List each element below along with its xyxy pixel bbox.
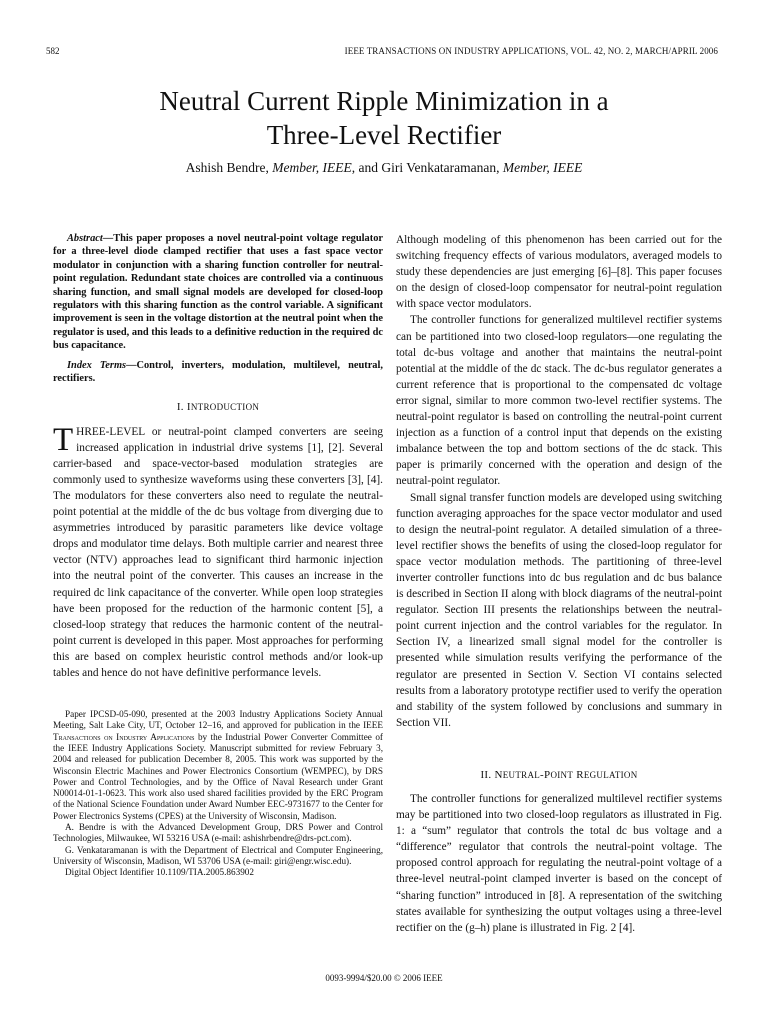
title-line-1: Neutral Current Ripple Minimization in a [159,86,609,116]
right-paragraph-3: Small signal transfer function models are developed using switching function averaging approaches for the space vector modulator and used to design the neutral-point regulator. A detailed simulation of a three-level rectifier shows the benefits of using the closed-loop regulator for space vector modulation methods. The partitioning of three-level inverter controller functions into dc bus regulation and dc bus balance is described in Section II along with block diagrams of the neutral-point regulator. Section III presents the relationships between the neutral-point current injection and the control variables for the regulator. In Section IV, a linearized small signal model for the controller is presented while simulation results verifying the performance of the regulator are presented in Section V. Section VI contains selected results from a laboratory prototype rectifier used to verify the operation and stability of the system followed by conclusions and summary in Section VII. [396,491,722,729]
intro-paragraph [53,421,383,682]
page-number: 582 [46,46,60,56]
journal-header: IEEE TRANSACTIONS ON INDUSTRY APPLICATIONS, VOL. 42, NO. 2, MARCH/APRIL 2006 [344,46,718,56]
section-1-number: I. [176,401,187,414]
paper-title [0,84,768,152]
section-2-heading [396,767,722,783]
author-2-role: Member, IEEE [502,160,583,175]
section-2-number: II. [480,768,495,781]
abstract [53,232,383,353]
index-terms-label: Index Terms [67,359,127,371]
abstract-label: Abstract [67,233,103,244]
section-2-dash: - [540,768,545,781]
footnote-2: A. Bendre is with the Advanced Development Group, DRS Power and Control Technologies, Milwaukee, WI 53216 USA (e-mail: ashishrbendre@drs-pct.com). [53,822,383,844]
author-line [0,160,768,176]
section-2-eutral: EUTRAL [502,769,541,780]
section-1-heading [53,399,383,415]
section-2-r: R [573,768,584,781]
section-2-oint: OINT [550,769,574,780]
footnote-1 [53,709,383,822]
footnote-doi: Digital Object Identifier 10.1109/TIA.2005.863902 [65,867,254,878]
abstract-text: —This paper proposes a novel neutral-point voltage regulator for a three-level diode clamped rectifier that uses a fast space vector modulator in conjunction with a sharing function controller for neutral-point regulation. Redundant state choices are controlled via a continuous sharing function, and small signal models are developed for closed-loop regulators with this sharing function as the control variable. A significant improvement is seen in the voltage distortion at the neutral point when the regulator is used, and this leads to a definitive reduction in the required dc bus capacitance. [53,233,383,352]
title-line-2: Three-Level Rectifier [266,120,502,150]
index-terms-text: —Control, inverters, modulation, multilevel, neutral, rectifiers. [53,359,383,385]
footnote-1-pre: Paper IPCSD-05-090, presented at the 2003 Industry Applications Society Annual Meeting, Salt Lake City, UT, October 12–16, and approved for publication in the IEEE [53,709,383,731]
left-column [53,232,383,879]
footnote-block [53,709,383,878]
drop-cap: T [53,421,74,458]
copyright-footer: 0093-9994/$20.00 © 2006 IEEE [325,973,443,983]
section-2-n: N [494,768,503,781]
intro-text: HREE-LEVEL or neutral-point clamped converters are seeing increased application in industrial drive systems [1], [2]. Several carrier-based and space-vector-based modulation strategies are commonly used to synthesize waveforms using these converters [3], [4]. The modulators for these converters also need to regulate the neutral-point potential at the middle of the dc bus voltage from diverging due to asymmetries introduced by parasitic parameters like device voltage drops and modulator time delays. Both multiple carrier and nearest three vector (NTV) approaches lead to significant third harmonic injection into the neutral point of the converter. This causes an increase in the required dc link capacitance of the converter. While open loop strategies have been proposed for the reduction of the harmonic content [5], a closed-loop strategy that reduces the harmonic content of the neutral-point current is developed in this paper. Most approaches for performing this are based on complex heuristic control methods and/or look-up tables and hence do not have definitive performance levels. [53,425,383,679]
footnote-1-journal: Transactions on Industry Applications [53,731,195,742]
footnote-3: G. Venkataramanan is with the Department of Electrical and Computer Engineering, University of Wisconsin, Madison, WI 53706 USA (e-mail: giri@engr.wisc.edu). [53,844,383,866]
right-paragraph-4: The controller functions for generalized multilevel rectifier systems may be partitioned into two closed-loop regulators as illustrated in Fig. 1: a “sum” regulator that controls the total dc bus voltage and a “difference” regulator that controls the neutral-point voltage. The proposed control approach for regulating the neutral-point voltage of a three-level neutral-point clamped inverter is based on the concept of “sharing function” introduced in [8]. A representation of the switching states available for synthesizing the output voltages using a three-level rectifier on the (g–h) plane is illustrated in Fig. 2 [4]. [396,793,722,934]
right-paragraph-1: Although modeling of this phenomenon has been carried out for the switching frequency effects of various modulators, averaged models to study these dependencies are just emerging [6]–[8]. This paper focuses on the design of closed-loop compensator for neutral-point regulation with space vector modulators. [396,234,722,311]
author-joiner: , and Giri Venkataramanan, [351,160,503,175]
author-1-role: Member, IEEE [272,160,352,175]
index-terms [53,359,383,386]
section-2-egulation: EGULATION [583,769,638,780]
section-2-p: P [544,768,551,781]
right-paragraph-2: The controller functions for generalized multilevel rectifier systems can be partitioned into two closed-loop regulators—one regulating the total dc-bus voltage and another that maintains the neutral-point potential at the middle of the dc stack. The dc-bus regulator generates a current reference that is proportional to the compensated dc voltage error signal, similar to more common two-level rectifier systems. The neutral-point regulator is based on controlling the neutral-point current injection as a function of a control input that depends on the existing imbalance between the top and bottom sections of the dc stack. This paper is primarily concerned with the operation and design of the neutral-point regulator. [396,314,722,488]
footnote-1-post: by the Industrial Power Converter Committee of the IEEE Industry Applications Society. Manuscript submitted for review February 3, 2004 and released for publication December 8, 2005. This work was supported by the Wisconsin Electric Machines and Power Electronics Consortium (WEMPEC), by DRS Power and Control Technologies, and by the Office of Naval Research under Grant N00014-01-1-0623. This work also used shared facilities provided by the ERC Program of the National Science Foundation under Award Number EEC-9731677 to the Center for Power Electronics Systems (CPES) at the University of Wisconsin, Madison. [53,731,383,821]
section-1-rest: NTRODUCTION [190,402,260,413]
right-column [396,232,722,936]
author-1: Ashish Bendre, [185,160,273,175]
section-1-first-letter: I [186,401,191,414]
